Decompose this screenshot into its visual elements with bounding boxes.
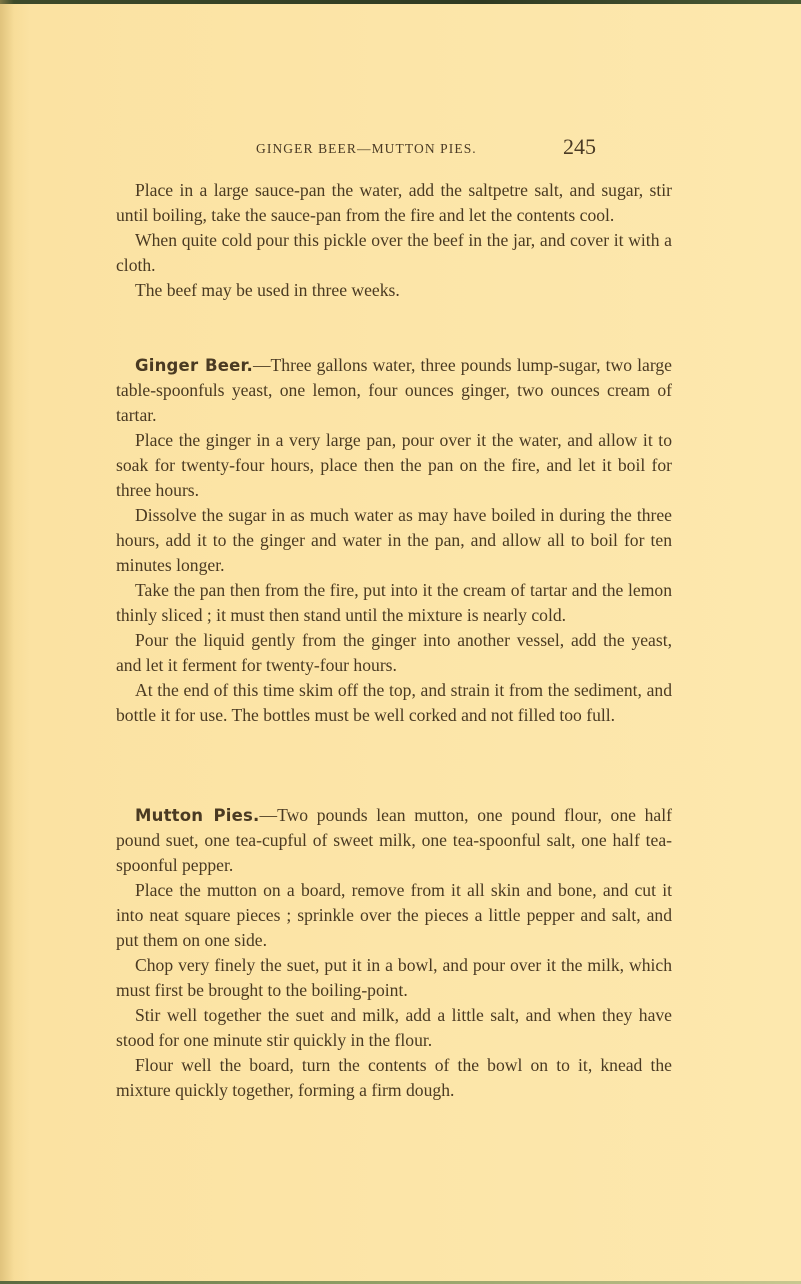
ingredients-text: —Three gallons water, three pounds lump-sugar, two large table-spoonfuls yeast, one lemon, four ounces ginger, two ounces cream of tartar.	[116, 355, 672, 425]
page-top-edge	[0, 0, 801, 4]
paragraph: Flour well the board, turn the contents of the bowl on to it, knead the mixture quickly together, forming a firm dough.	[116, 1055, 672, 1100]
paragraph: The beef may be used in three weeks.	[135, 280, 400, 300]
recipe-ingredients	[116, 353, 672, 428]
recipe-title: Mutton Pies.	[135, 806, 260, 825]
ingredients-text: —Two pounds lean mutton, one pound flour, one half pound suet, one tea-cupful of sweet milk, one tea-spoonful salt, one half tea-spoonful pepper.	[116, 805, 672, 875]
recipe-title: Ginger Beer.	[135, 356, 253, 375]
page-number: 245	[563, 134, 596, 159]
paragraph: Stir well together the suet and milk, add a little salt, and when they have stood for one minute stir quickly in the flour.	[116, 1005, 672, 1050]
paragraph: Dissolve the sugar in as much water as may have boiled in during the three hours, add it to the ginger and water in the pan, and allow all to boil for ten minutes longer.	[116, 505, 672, 575]
paragraph: When quite cold pour this pickle over the beef in the jar, and cover it with a cloth.	[116, 230, 672, 275]
intro-section	[116, 178, 672, 303]
paragraph: At the end of this time skim off the top, and strain it from the sediment, and bottle it for use. The bottles must be well corked and not filled too full.	[116, 680, 672, 725]
recipe-mutton-pies	[116, 803, 672, 1103]
gutter-shadow	[0, 0, 14, 1284]
paragraph: Chop very finely the suet, put it in a bowl, and pour over it the milk, which must first be brought to the boiling-point.	[116, 955, 672, 1000]
recipe-ingredients	[116, 803, 672, 878]
paragraph: Take the pan then from the fire, put into it the cream of tartar and the lemon thinly sliced ; it must then stand until the mixture is nearly cold.	[116, 580, 672, 625]
running-title: GINGER BEER—MUTTON PIES.	[256, 141, 477, 156]
paragraph: Place the ginger in a very large pan, pour over it the water, and allow it to soak for twenty-four hours, place then the pan on the fire, and let it boil for three hours.	[116, 430, 672, 500]
recipe-ginger-beer	[116, 353, 672, 728]
running-head	[0, 134, 801, 160]
paragraph: Place in a large sauce-pan the water, add the saltpetre salt, and sugar, stir until boiling, take the sauce-pan from the fire and let the contents cool.	[116, 180, 672, 225]
paragraph: Place the mutton on a board, remove from it all skin and bone, and cut it into neat square pieces ; sprinkle over the pieces a little pepper and salt, and put them on one side.	[116, 880, 672, 950]
paragraph: Pour the liquid gently from the ginger into another vessel, add the yeast, and let it ferment for twenty-four hours.	[116, 630, 672, 675]
